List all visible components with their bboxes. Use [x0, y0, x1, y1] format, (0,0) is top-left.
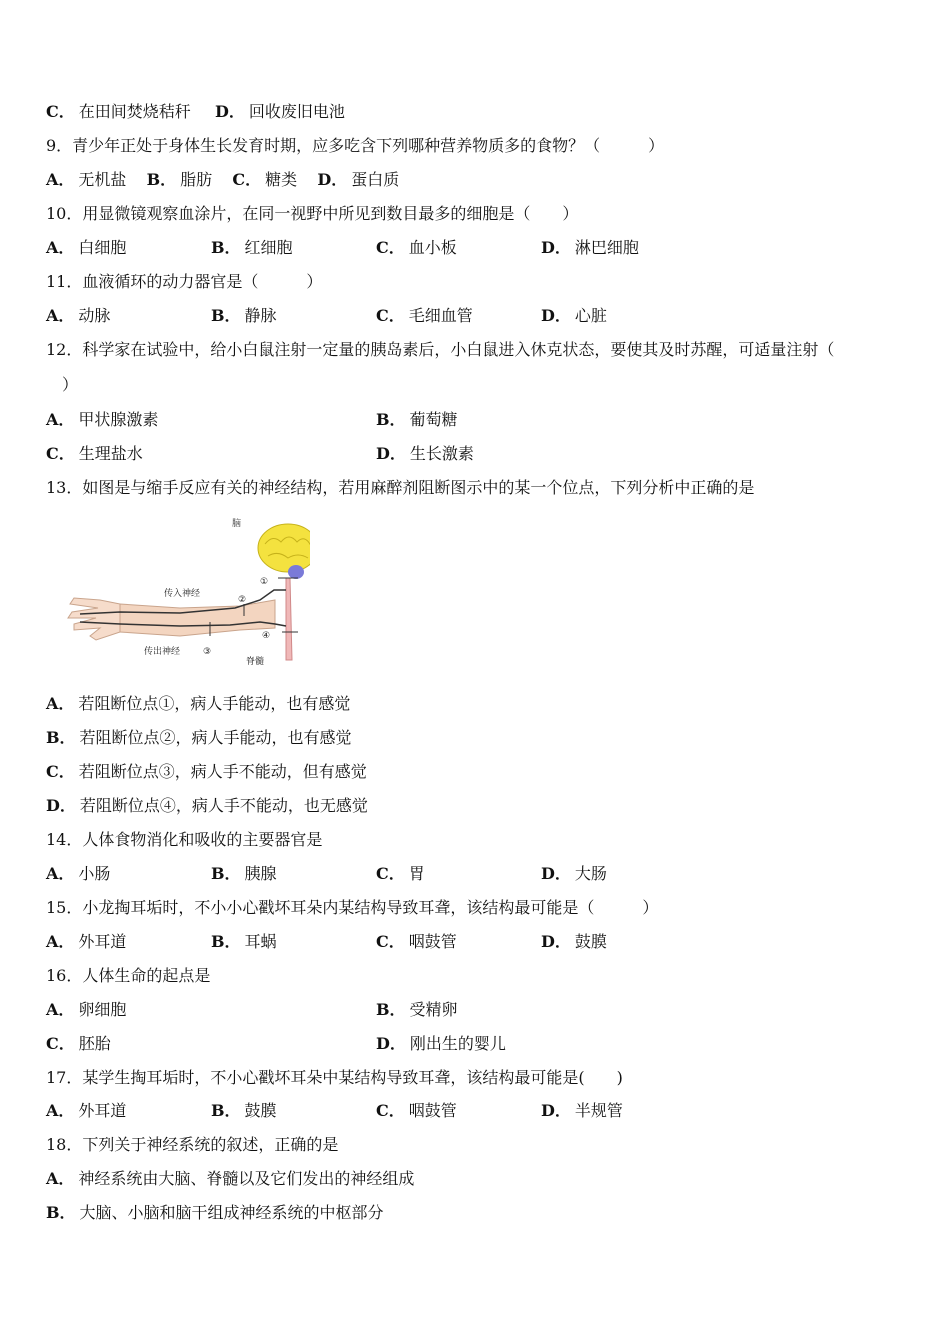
question-10: 10．用显微镜观察血涂片，在同一视野中所见到数目最多的细胞是（ ） — [46, 204, 579, 223]
option-a[interactable]: A． 外耳道 — [46, 1101, 127, 1120]
spinal-cord-shape — [286, 578, 292, 660]
option-a[interactable]: A． 甲状腺激素 — [46, 410, 159, 429]
question-11: 11．血液循环的动力器官是（ ） — [46, 272, 323, 291]
option-d[interactable]: D． 若阻断位点④，病人手不能动，也无感觉 — [46, 796, 368, 815]
option-b[interactable]: B． 耳蜗 — [211, 932, 277, 951]
point-1-label: ① — [260, 577, 269, 587]
option-a[interactable]: A． 卵细胞 — [46, 1000, 127, 1019]
option-d[interactable]: D． 淋巴细胞 — [541, 238, 639, 257]
question-13: 13．如图是与缩手反应有关的神经结构，若用麻醉剂阻断图示中的某一个位点，下列分析中正确的是 — [46, 478, 755, 497]
option-c[interactable]: C． 咽鼓管 — [376, 1101, 457, 1120]
efferent-label: 传出神经 — [144, 647, 181, 657]
option-a[interactable]: A． 若阻断位点①，病人手能动，也有感觉 — [46, 694, 351, 713]
option-b[interactable]: B． 红细胞 — [211, 238, 293, 257]
question-14: 14．人体食物消化和吸收的主要器官是 — [46, 830, 323, 849]
reflex-arc-figure — [60, 512, 310, 672]
option-c[interactable]: C． 咽鼓管 — [376, 932, 457, 951]
option-d[interactable]: D． 鼓膜 — [541, 932, 607, 951]
option-b[interactable]: B． 鼓膜 — [211, 1101, 277, 1120]
option-d[interactable]: D． 生长激素 — [376, 444, 474, 463]
option-b[interactable]: B． 胰腺 — [211, 864, 277, 883]
option-b[interactable]: B． 葡萄糖 — [376, 410, 458, 429]
option-d[interactable]: D． 刚出生的婴儿 — [376, 1034, 506, 1053]
question-17: 17．某学生掏耳垢时，不小心戳坏耳朵中某结构导致耳聋，该结构最可能是( ) — [46, 1068, 623, 1087]
option-d[interactable]: D． 大肠 — [541, 864, 607, 883]
option-a[interactable]: A． 小肠 — [46, 864, 111, 883]
option-d[interactable]: D． 蛋白质 — [317, 170, 400, 189]
option-b[interactable]: B． 若阻断位点②，病人手能动，也有感觉 — [46, 728, 352, 747]
option-c[interactable]: C． 生理盐水 — [46, 444, 143, 463]
option-c[interactable]: C． 胚胎 — [46, 1034, 111, 1053]
question-9: 9．青少年正处于身体生长发育时期，应多吃含下列哪种营养物质多的食物？（ ） — [46, 136, 665, 155]
point-3-label: ③ — [203, 647, 212, 657]
options-line-q8 — [46, 102, 345, 122]
option-c[interactable]: C． 胃 — [376, 864, 425, 883]
options-line-q9 — [46, 170, 399, 190]
point-2-label: ② — [238, 595, 247, 605]
option-a[interactable]: A． 动脉 — [46, 306, 111, 325]
arm-shape — [120, 600, 275, 636]
afferent-label: 传入神经 — [164, 589, 201, 599]
option-c[interactable]: C． 在田间焚烧秸秆 — [46, 102, 191, 121]
brainstem-shape — [288, 565, 304, 579]
option-b[interactable]: B． 大脑、小脑和脑干组成神经系统的中枢部分 — [46, 1203, 384, 1222]
option-b[interactable]: B． 受精卵 — [376, 1000, 458, 1019]
option-c[interactable]: C． 毛细血管 — [376, 306, 473, 325]
option-b[interactable]: B． 静脉 — [211, 306, 277, 325]
option-a[interactable]: A． 神经系统由大脑、脊髓以及它们发出的神经组成 — [46, 1169, 415, 1188]
point-4-label: ④ — [262, 631, 271, 641]
brain-label: 脑 — [232, 519, 242, 529]
option-a[interactable]: A． 白细胞 — [46, 238, 127, 257]
option-c[interactable]: C． 糖类 — [232, 170, 298, 189]
question-12-cont: ） — [62, 375, 79, 394]
option-d[interactable]: D． 回收废旧电池 — [214, 102, 345, 121]
option-a[interactable]: A． 无机盐 — [46, 170, 127, 189]
option-c[interactable]: C． 若阻断位点③，病人手不能动，但有感觉 — [46, 762, 367, 781]
question-18: 18．下列关于神经系统的叙述，正确的是 — [46, 1135, 339, 1154]
option-b[interactable]: B． 脂肪 — [146, 170, 213, 189]
question-16: 16．人体生命的起点是 — [46, 966, 211, 985]
option-d[interactable]: D． 心脏 — [541, 306, 607, 325]
spinal-label: 脊髓 — [246, 657, 265, 667]
hand-shape — [68, 598, 120, 640]
question-15: 15．小龙掏耳垢时，不小小心戳坏耳朵内某结构导致耳聋，该结构最可能是（ ） — [46, 898, 659, 917]
option-a[interactable]: A． 外耳道 — [46, 932, 127, 951]
brain-shape — [258, 524, 310, 572]
question-12: 12．科学家在试验中，给小白鼠注射一定量的胰岛素后，小白鼠进入休克状态，要使其及时苏醒，可适量注射（ — [46, 340, 835, 359]
option-d[interactable]: D． 半规管 — [541, 1101, 623, 1120]
option-c[interactable]: C． 血小板 — [376, 238, 457, 257]
